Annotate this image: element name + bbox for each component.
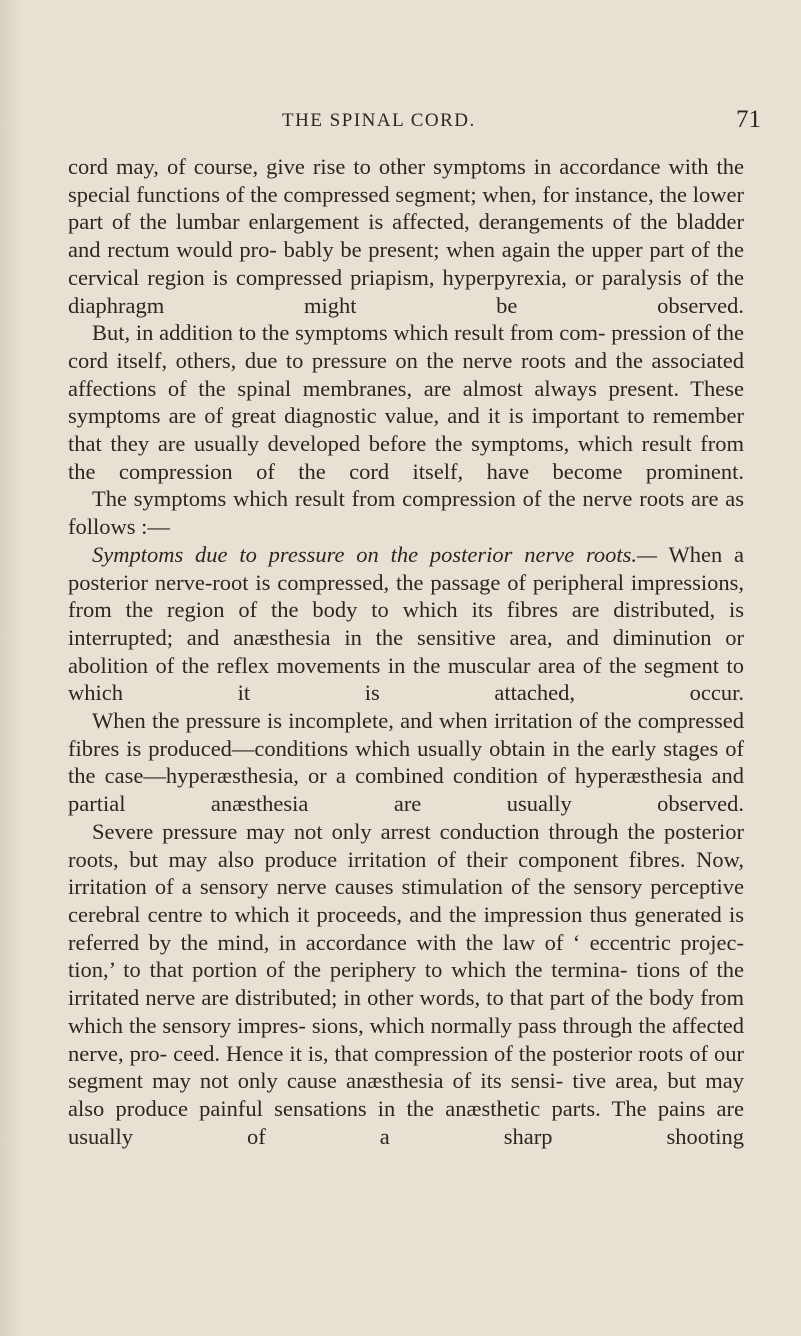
text-line: diagnostic value, and it is important to remember that they bbox=[68, 403, 744, 457]
body-text bbox=[68, 153, 744, 1150]
text-line: of our segment may not only cause anæsthesia of its sensi- bbox=[68, 1040, 745, 1094]
text-line: But, in addition to the symptoms which result from com- bbox=[92, 320, 606, 346]
text-line: movements in the muscular area of the segment to which it bbox=[68, 652, 744, 706]
text-line: the mind, in accordance with the law of ‘ eccentric projec- bbox=[180, 929, 744, 955]
text-line: tions of the irritated nerve are distributed; in other words, bbox=[68, 957, 744, 1011]
text-line: its fibres are distributed, is interrupted; and anæsthesia in bbox=[68, 597, 744, 650]
text-line: region is compressed priapism, hyperpyrexia, or paralysis of bbox=[147, 264, 709, 290]
text-line: affected, derangements of the bladder and rectum would pro- bbox=[68, 209, 745, 263]
text-line: The symptoms which result from compression of the nerve bbox=[92, 486, 633, 512]
text-line: with the special functions of the compressed segment; when, bbox=[68, 154, 745, 207]
binding-gutter bbox=[0, 0, 22, 1336]
running-title: THE SPINAL CORD. bbox=[282, 110, 476, 131]
text-line: peripheral impressions, from the region of the body to which bbox=[68, 569, 745, 623]
text-line: pression of the cord itself, others, due to pressure on the nerve bbox=[68, 320, 744, 373]
text-line: tion,’ to that portion of the periphery to which the termina- bbox=[68, 957, 628, 983]
text-line: combined condition of hyperæsthesia and partial anæsthesia bbox=[68, 763, 744, 817]
paragraph bbox=[68, 153, 744, 319]
text-line: When a posterior nerve-root is compressed, the passage of bbox=[68, 541, 745, 595]
text-line: component fibres. Now, irritation of a sensory nerve causes bbox=[68, 846, 744, 900]
text-line: roots are as follows :— bbox=[68, 486, 744, 540]
text-line: to that part of the body from which the sensory impres- bbox=[68, 985, 744, 1038]
paragraph bbox=[68, 541, 744, 707]
text-line: the posterior roots, but may also produce irritation of their bbox=[68, 818, 745, 872]
paragraph bbox=[68, 818, 744, 1150]
text-line: are usually developed before the symptoms, which result from bbox=[157, 431, 744, 457]
text-line: the compressed fibres is produced—conditions which usually bbox=[68, 708, 744, 761]
text-line: is attached, occur. bbox=[364, 680, 744, 706]
text-line: sions, which normally pass through the affected nerve, pro- bbox=[68, 1012, 744, 1066]
text-line: the compression of the cord itself, have become prominent. bbox=[68, 458, 744, 484]
text-line: it proceeds, and the impression thus generated is referred by bbox=[68, 901, 745, 955]
text-line: stimulation of the sensory perceptive cerebral centre to which bbox=[68, 874, 744, 927]
text-line: for instance, the lower part of the lumbar enlargement is bbox=[68, 181, 745, 235]
text-line: the diaphragm might be observed. bbox=[68, 264, 745, 318]
text-line: the sensitive area, and diminution or abolition of the reflex bbox=[68, 624, 744, 678]
text-line: roots and the associated affections of the spinal membranes, bbox=[68, 347, 745, 401]
text-line: obtain in the early stages of the case—hyperæsthesia, or a bbox=[68, 735, 745, 789]
text-line: ceed. Hence it is, that compression of the posterior roots bbox=[173, 1040, 684, 1066]
text-line: are almost always present. These symptoms are of great bbox=[68, 375, 745, 429]
text-line: bably be present; when again the upper part of the cervical bbox=[68, 237, 744, 290]
page-header bbox=[0, 106, 801, 136]
paragraph bbox=[68, 485, 744, 540]
page-number: 71 bbox=[736, 106, 761, 133]
paragraph bbox=[68, 707, 744, 818]
text-line: cord may, of course, give rise to other symptoms in accordance bbox=[68, 154, 661, 179]
section-heading: Symptoms due to pressure on the posterior nerve roots.— bbox=[92, 541, 658, 567]
text-line: When the pressure is incomplete, and when irritation of bbox=[92, 708, 598, 734]
text-line: anæsthetic parts. The pains are usually of a sharp shooting bbox=[68, 1095, 744, 1149]
text-line: tive area, but may also produce painful sensations in the bbox=[68, 1068, 744, 1121]
text-line: are usually observed. bbox=[393, 791, 745, 817]
paragraph bbox=[68, 319, 744, 485]
text-line: Severe pressure may not only arrest conduction through bbox=[92, 818, 619, 844]
